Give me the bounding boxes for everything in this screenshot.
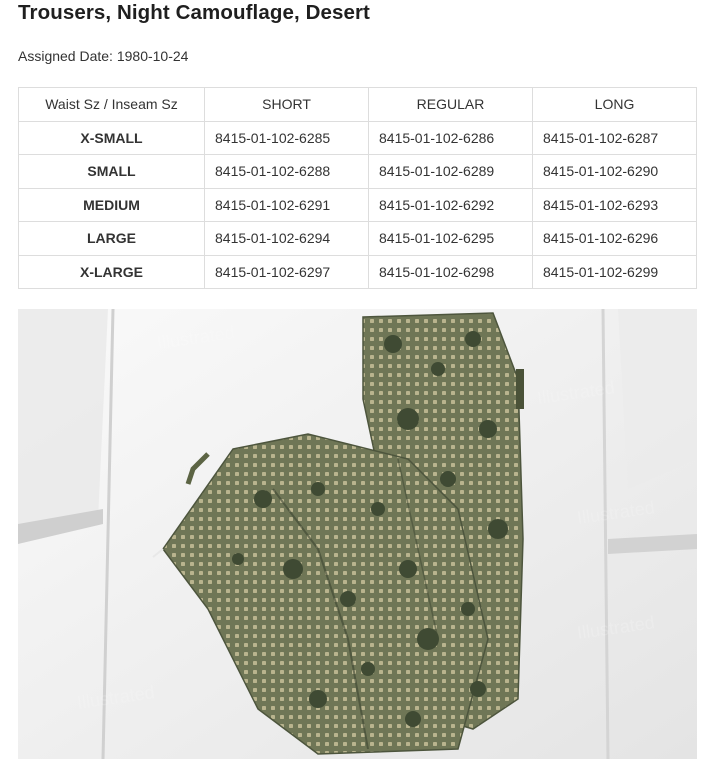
table-header-row xyxy=(19,88,697,122)
table-row xyxy=(19,121,697,155)
size-cell: X-SMALL xyxy=(19,121,205,155)
nsn-cell: 8415-01-102-6286 xyxy=(369,121,533,155)
nsn-cell: 8415-01-102-6289 xyxy=(369,155,533,189)
long-column-header: LONG xyxy=(533,88,697,122)
regular-column-header: REGULAR xyxy=(369,88,533,122)
svg-text:Illustrated: Illustrated xyxy=(535,377,616,408)
nsn-cell: 8415-01-102-6295 xyxy=(369,222,533,256)
nsn-cell: 8415-01-102-6294 xyxy=(205,222,369,256)
nsn-cell: 8415-01-102-6291 xyxy=(205,188,369,222)
size-column-header: Waist Sz / Inseam Sz xyxy=(19,88,205,122)
trousers-photo-illustration xyxy=(18,309,697,759)
svg-text:Illustrated: Illustrated xyxy=(155,322,236,353)
size-cell: MEDIUM xyxy=(19,188,205,222)
svg-text:Illustrated: Illustrated xyxy=(575,497,656,528)
assigned-date: Assigned Date: 1980-10-24 xyxy=(18,48,189,64)
short-column-header: SHORT xyxy=(205,88,369,122)
table-row xyxy=(19,222,697,256)
size-cell: LARGE xyxy=(19,222,205,256)
svg-text:Illustrated: Illustrated xyxy=(75,682,156,713)
nsn-table xyxy=(18,87,697,289)
product-photo xyxy=(18,309,697,759)
nsn-cell: 8415-01-102-6296 xyxy=(533,222,697,256)
table-row xyxy=(19,155,697,189)
nsn-cell: 8415-01-102-6298 xyxy=(369,255,533,289)
table-row xyxy=(19,255,697,289)
nsn-cell: 8415-01-102-6288 xyxy=(205,155,369,189)
page-title: Trousers, Night Camouflage, Desert xyxy=(18,1,370,24)
table-row xyxy=(19,188,697,222)
nsn-cell: 8415-01-102-6293 xyxy=(533,188,697,222)
nsn-cell: 8415-01-102-6287 xyxy=(533,121,697,155)
nsn-cell: 8415-01-102-6297 xyxy=(205,255,369,289)
nsn-cell: 8415-01-102-6299 xyxy=(533,255,697,289)
nsn-cell: 8415-01-102-6285 xyxy=(205,121,369,155)
size-cell: SMALL xyxy=(19,155,205,189)
nsn-cell: 8415-01-102-6290 xyxy=(533,155,697,189)
svg-text:Illustrated: Illustrated xyxy=(575,612,656,643)
size-cell: X-LARGE xyxy=(19,255,205,289)
nsn-cell: 8415-01-102-6292 xyxy=(369,188,533,222)
